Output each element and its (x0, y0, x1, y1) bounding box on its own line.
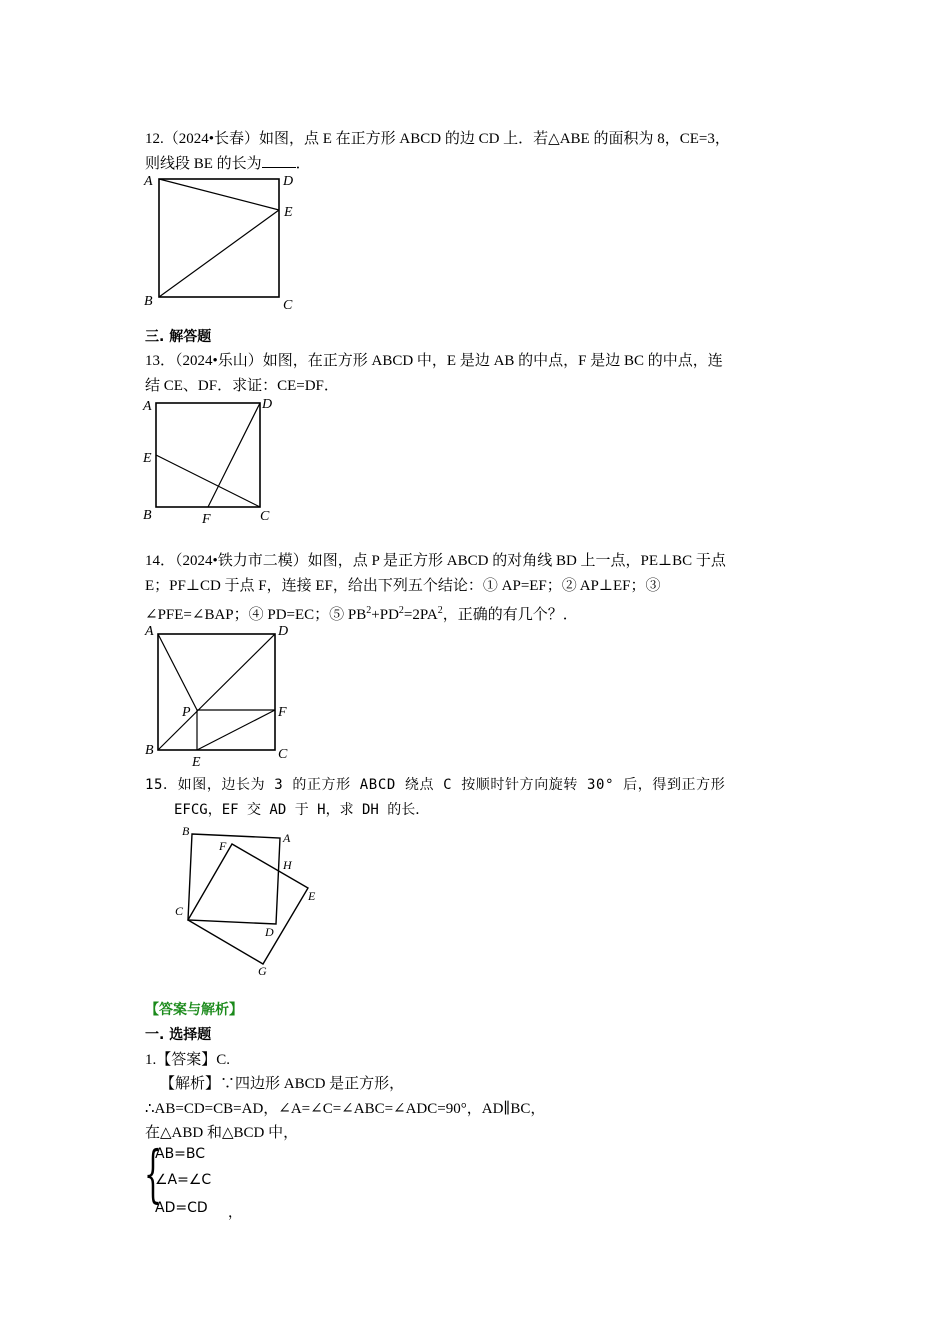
answer-1-line3: 在△ABD 和△BCD 中， (145, 1125, 299, 1141)
square-abcd (156, 403, 260, 507)
q13-figure (140, 393, 280, 528)
diagonal-bd (158, 634, 275, 750)
label-p: P (182, 705, 191, 720)
q14-figure (140, 620, 300, 768)
answer-1-line2: ∴AB=CD=CB=AD，∠A=∠C=∠ABC=∠ADC=90°，AD∥BC， (145, 1101, 546, 1117)
system-eq-1: AB=BC (155, 1146, 206, 1162)
q15-figure (170, 820, 330, 978)
system-eq-2: ∠A=∠C (155, 1172, 212, 1188)
answer-1: 1.【答案】C. (145, 1052, 231, 1068)
label-a: A (145, 624, 154, 639)
q12-figure (140, 170, 310, 315)
q14-sup3: 2 (437, 605, 443, 616)
q14-line3-d: ，正确的有几个？． (442, 607, 578, 623)
section-heading: 三. 解答题 (145, 329, 212, 345)
label-h: H (283, 858, 292, 872)
label-e: E (192, 755, 201, 768)
q15-line1: 15．如图，边长为 3 的正方形 ABCD 绕点 C 按顺时针方向旋转 30° 后，得到正方形 (145, 777, 726, 793)
q13-line1: 13．（2024•乐山）如图，在正方形 ABCD 中，E 是边 AB 的中点，F 是边 BC 的中点，连 (145, 353, 723, 369)
q14-line3-b: +PD (371, 607, 399, 623)
label-e: E (143, 451, 152, 466)
system-eq-3: AD=CD (155, 1200, 208, 1216)
answers-heading: 【答案与解析】 (145, 1002, 243, 1018)
label-f: F (219, 839, 227, 853)
system-tail: ， (228, 1205, 242, 1221)
label-c: C (278, 747, 288, 762)
square-abcd (159, 179, 279, 297)
label-d: D (283, 174, 294, 189)
system-brace: { (144, 1137, 162, 1210)
answers-section1: 一. 选择题 (145, 1027, 212, 1043)
q14-line3-c: =2PA (403, 607, 438, 623)
q14-sup2: 2 (398, 605, 404, 616)
q14-sup1: 2 (366, 605, 372, 616)
segment-ef (197, 710, 275, 750)
label-c: C (260, 509, 270, 524)
label-b: B (145, 743, 154, 758)
label-g: G (258, 964, 267, 978)
label-b: B (144, 294, 153, 309)
segment-be (159, 210, 279, 297)
label-b: B (143, 508, 152, 523)
segment-df (208, 403, 260, 507)
label-f: F (202, 512, 211, 527)
label-c: C (175, 904, 184, 918)
segment-ce (156, 455, 260, 507)
label-a: A (143, 399, 152, 414)
segment-ae (159, 179, 279, 210)
label-d: D (278, 624, 289, 639)
label-f: F (278, 705, 287, 720)
label-d: D (265, 925, 274, 939)
q14-line2: E；PF⊥CD 于点 F，连接 EF，给出下列五个结论：① AP=EF；② AP⊥EF；③ (145, 578, 661, 594)
q15-line2: EFCG，EF 交 AD 于 H，求 DH 的长． (174, 802, 430, 818)
label-c: C (283, 298, 293, 313)
label-a: A (283, 831, 291, 845)
q12-line2-text: 则线段 BE 的长为 (145, 156, 262, 172)
label-b: B (182, 824, 190, 838)
q14-line3-a: ∠PFE=∠BAP；④ PD=EC；⑤ PB (145, 607, 367, 623)
answer-1-analysis: 【解析】∵四边形 ABCD 是正方形， (160, 1076, 405, 1092)
label-e: E (308, 889, 316, 903)
label-d: D (262, 397, 273, 412)
q12-line1: 12.（2024•长春）如图，点 E 在正方形 ABCD 的边 CD 上．若△ABE 的面积为 8，CE=3， (145, 131, 730, 147)
segment-ap (158, 634, 197, 710)
label-a: A (144, 174, 153, 189)
label-e: E (284, 205, 293, 220)
square-abcd (188, 834, 280, 924)
q12-line2-end: ． (295, 156, 311, 172)
answer-blank (262, 153, 296, 168)
q13-line2: 结 CE、DF．求证：CE=DF． (145, 378, 339, 394)
q14-line1: 14．（2024•铁力市二模）如图，点 P 是正方形 ABCD 的对角线 BD 上一点，PE⊥BC 于点 (145, 553, 726, 569)
